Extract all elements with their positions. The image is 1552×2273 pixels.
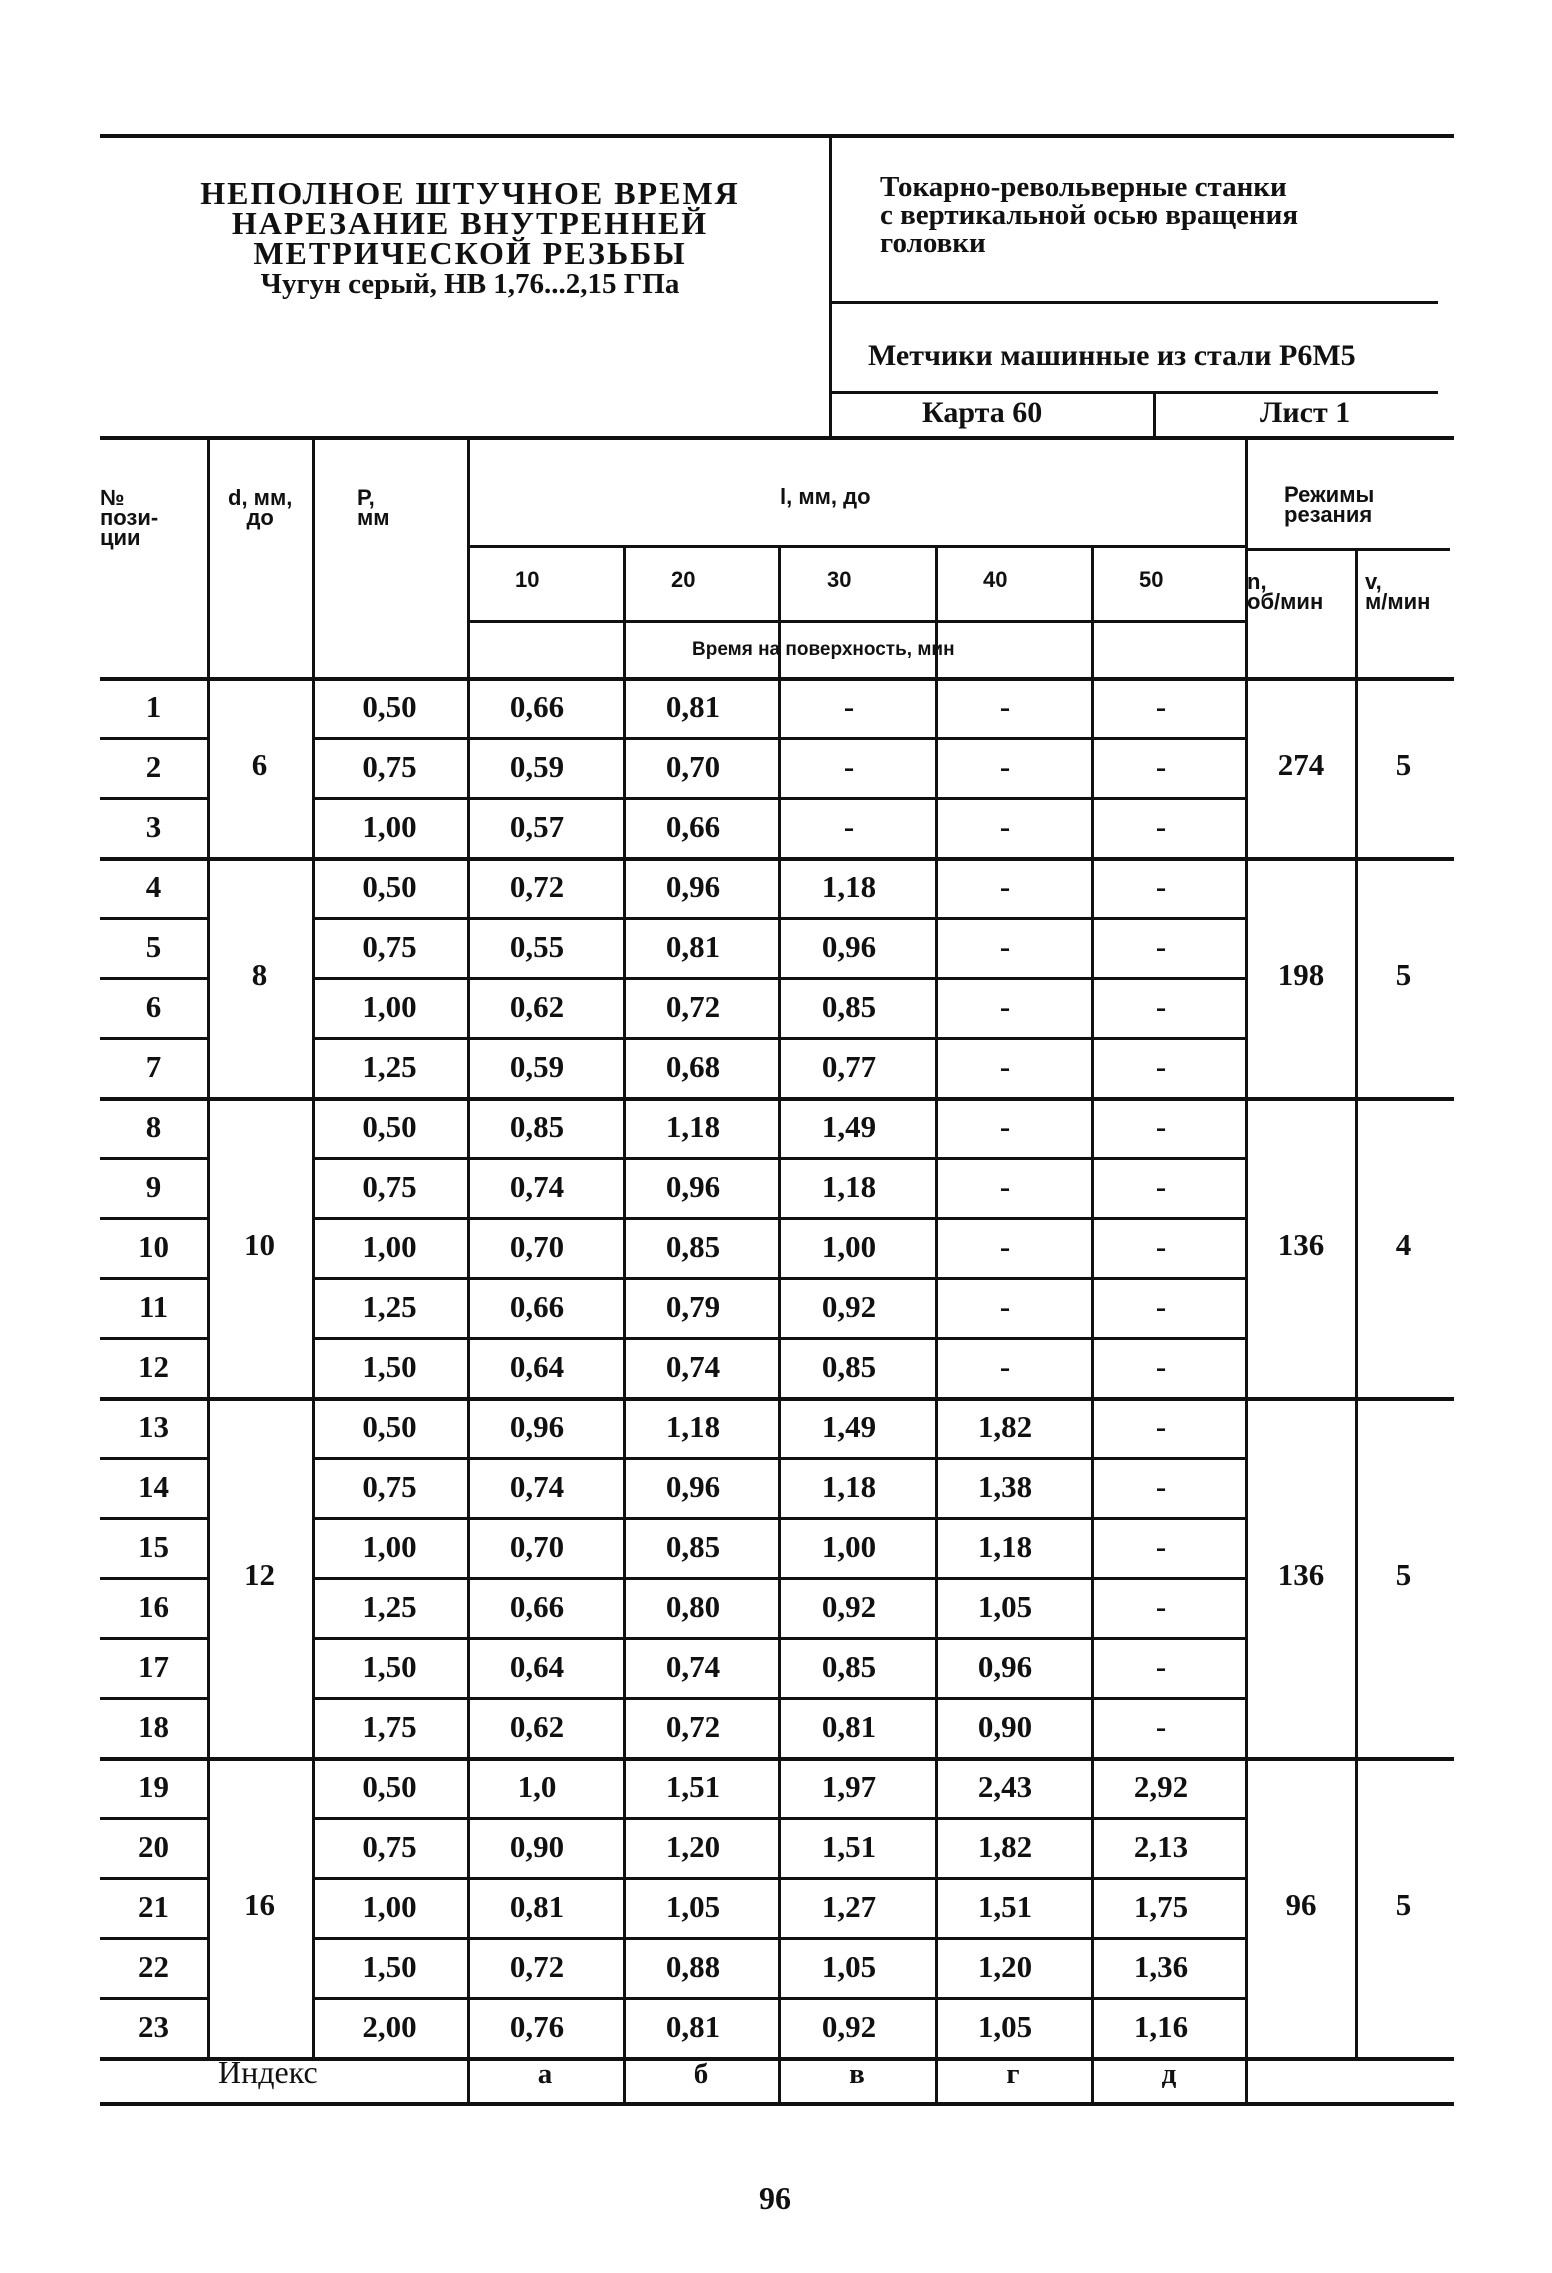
row-20-time-1: 0,90 [509, 1829, 565, 1864]
index-letter-2: б [693, 2058, 709, 2090]
row-8-time-4: - [999, 1109, 1011, 1144]
row-20-time-2: 1,20 [665, 1829, 721, 1864]
group-v-3: 5 [1395, 1557, 1412, 1592]
group-diameter-16: 16 [244, 1887, 275, 1922]
index-letter-1: а [537, 2058, 553, 2090]
row-8-pos: 8 [145, 1109, 162, 1144]
group-v-0: 5 [1395, 747, 1412, 782]
row-7-time-3: 0,77 [821, 1049, 877, 1084]
row-6-pitch: 1,00 [362, 989, 417, 1024]
row-22-time-5: 1,36 [1133, 1949, 1189, 1984]
row-5-time-2: 0,81 [665, 929, 721, 964]
row-17-pos: 17 [138, 1649, 169, 1684]
row-4-time-2: 0,96 [665, 869, 721, 904]
row-6-time-1: 0,62 [509, 989, 565, 1024]
row-19-pitch: 0,50 [362, 1769, 417, 1804]
row-14-time-1: 0,74 [509, 1469, 565, 1504]
group-rule [100, 1097, 1454, 1101]
row-9-time-2: 0,96 [665, 1169, 721, 1204]
row-rule-pos [100, 1457, 207, 1460]
group-rule [100, 1757, 1454, 1761]
row-18-time-2: 0,72 [665, 1709, 721, 1744]
row-8-time-1: 0,85 [509, 1109, 565, 1144]
row-15-time-3: 1,00 [821, 1529, 877, 1564]
row-4-pos: 4 [145, 869, 162, 904]
row-20-time-5: 2,13 [1133, 1829, 1189, 1864]
row-12-pitch: 1,50 [362, 1349, 417, 1384]
row-4-time-5: - [1155, 869, 1167, 904]
header-n: n, об/мин [1247, 569, 1324, 614]
row-23-time-2: 0,81 [665, 2009, 721, 2044]
row-23-time-3: 0,92 [821, 2009, 877, 2044]
row-8-time-2: 1,18 [665, 1109, 721, 1144]
header-bottom-rule [100, 677, 1454, 681]
sheet-number: Лист 1 [1260, 396, 1351, 429]
row-12-time-5: - [1155, 1349, 1167, 1384]
row-rule-pos [100, 1937, 207, 1940]
material-spec: Чугун серый, НВ 1,76...2,15 ГПа [260, 268, 680, 300]
row-6-pos: 6 [145, 989, 162, 1024]
header-rule-tool [830, 391, 1438, 394]
row-1-time-5: - [1155, 689, 1167, 724]
row-3-pos: 3 [145, 809, 162, 844]
machine-type [880, 173, 1298, 257]
row-4-time-4: - [999, 869, 1011, 904]
row-2-pos: 2 [145, 749, 162, 784]
row-11-time-2: 0,79 [665, 1289, 721, 1324]
modes-header-rule [1247, 548, 1450, 551]
row-12-time-3: 0,85 [821, 1349, 877, 1384]
row-13-time-4: 1,82 [977, 1409, 1033, 1444]
row-3-time-3: - [843, 809, 855, 844]
card-number: Карта 60 [922, 396, 1043, 429]
row-11-time-4: - [999, 1289, 1011, 1324]
group-rule [100, 1397, 1454, 1401]
row-rule-pos [100, 977, 207, 980]
row-3-time-1: 0,57 [509, 809, 565, 844]
row-rule-pos [100, 1517, 207, 1520]
group-rule [100, 857, 1454, 861]
row-14-pitch: 0,75 [362, 1469, 417, 1504]
row-21-time-2: 1,05 [665, 1889, 721, 1924]
row-12-time-1: 0,64 [509, 1349, 565, 1384]
row-17-time-3: 0,85 [821, 1649, 877, 1684]
row-12-time-2: 0,74 [665, 1349, 721, 1384]
row-rule-pos [100, 1637, 207, 1640]
group-n-2: 136 [1277, 1227, 1325, 1262]
machine-line-1: Токарно-револьверные станки [880, 171, 1287, 203]
row-rule-pos [100, 1697, 207, 1700]
group-n-0: 274 [1277, 747, 1325, 782]
row-22-pitch: 1,50 [362, 1949, 417, 1984]
row-21-time-5: 1,75 [1133, 1889, 1189, 1924]
row-14-time-5: - [1155, 1469, 1167, 1504]
row-22-time-4: 1,20 [977, 1949, 1033, 1984]
row-2-time-5: - [1155, 749, 1167, 784]
row-rule-pos [100, 1877, 207, 1880]
row-15-time-4: 1,18 [977, 1529, 1033, 1564]
row-13-pitch: 0,50 [362, 1409, 417, 1444]
row-2-time-2: 0,70 [665, 749, 721, 784]
row-rule-pos [100, 1037, 207, 1040]
row-3-pitch: 1,00 [362, 809, 417, 844]
row-3-time-5: - [1155, 809, 1167, 844]
row-7-time-4: - [999, 1049, 1011, 1084]
row-13-time-3: 1,49 [821, 1409, 877, 1444]
header-pitch: Р, мм [357, 485, 390, 530]
group-n-1: 198 [1277, 957, 1325, 992]
row-20-pitch: 0,75 [362, 1829, 417, 1864]
length-value-20: 20 [671, 567, 696, 592]
row-20-pos: 20 [138, 1829, 169, 1864]
row-17-time-5: - [1155, 1649, 1167, 1684]
row-21-time-4: 1,51 [977, 1889, 1033, 1924]
row-16-time-1: 0,66 [509, 1589, 565, 1624]
row-6-time-3: 0,85 [821, 989, 877, 1024]
row-3-time-2: 0,66 [665, 809, 721, 844]
row-rule-pos [100, 1277, 207, 1280]
title-line-3: МЕТРИЧЕСКОЙ РЕЗЬБЫ [253, 235, 687, 271]
length-value-30: 30 [827, 567, 852, 592]
row-21-time-3: 1,27 [821, 1889, 877, 1924]
col-line-l50-head [1091, 548, 1094, 620]
row-2-time-4: - [999, 749, 1011, 784]
row-6-time-5: - [1155, 989, 1167, 1024]
row-11-time-1: 0,66 [509, 1289, 565, 1324]
row-18-time-5: - [1155, 1709, 1167, 1744]
machine-line-3: головки [880, 227, 986, 259]
page-number: 96 [759, 2180, 791, 2216]
row-5-time-4: - [999, 929, 1011, 964]
length-value-10: 10 [515, 567, 540, 592]
group-diameter-6: 6 [251, 747, 268, 782]
row-16-time-4: 1,05 [977, 1589, 1033, 1624]
row-12-pos: 12 [138, 1349, 169, 1384]
row-rule-pos [100, 1997, 207, 2000]
row-9-time-3: 1,18 [821, 1169, 877, 1204]
header-pos: № пози- ции [100, 485, 159, 550]
row-5-time-1: 0,55 [509, 929, 565, 964]
row-18-pos: 18 [138, 1709, 169, 1744]
group-diameter-12: 12 [244, 1557, 275, 1592]
index-letter-3: в [849, 2058, 865, 2090]
row-10-pos: 10 [138, 1229, 169, 1264]
row-16-time-3: 0,92 [821, 1589, 877, 1624]
row-15-time-1: 0,70 [509, 1529, 565, 1564]
row-11-pos: 11 [138, 1289, 169, 1324]
row-18-time-3: 0,81 [821, 1709, 877, 1744]
row-16-pitch: 1,25 [362, 1589, 417, 1624]
group-diameter-8: 8 [251, 957, 268, 992]
row-1-time-4: - [999, 689, 1011, 724]
row-23-pitch: 2,00 [362, 2009, 417, 2044]
row-rule-pos [100, 797, 207, 800]
row-14-time-3: 1,18 [821, 1469, 877, 1504]
row-7-pos: 7 [145, 1049, 162, 1084]
row-6-time-4: - [999, 989, 1011, 1024]
title-line-1: НЕПОЛНОЕ ШТУЧНОЕ ВРЕМЯ [200, 175, 740, 211]
document-title [180, 175, 760, 300]
row-rule-pos [100, 737, 207, 740]
row-11-pitch: 1,25 [362, 1289, 417, 1324]
row-rule-pos [100, 1157, 207, 1160]
row-20-time-3: 1,51 [821, 1829, 877, 1864]
row-1-time-3: - [843, 689, 855, 724]
row-13-pos: 13 [138, 1409, 169, 1444]
row-3-time-4: - [999, 809, 1011, 844]
row-10-time-2: 0,85 [665, 1229, 721, 1264]
row-19-time-2: 1,51 [665, 1769, 721, 1804]
row-19-pos: 19 [138, 1769, 169, 1804]
row-22-time-1: 0,72 [509, 1949, 565, 1984]
row-19-time-3: 1,97 [821, 1769, 877, 1804]
group-v-4: 5 [1395, 1887, 1412, 1922]
row-2-time-3: - [843, 749, 855, 784]
top-rule [100, 134, 1454, 138]
title-line-2: НАРЕЗАНИЕ ВНУТРЕННЕЙ [231, 205, 709, 241]
row-9-time-1: 0,74 [509, 1169, 565, 1204]
row-23-time-4: 1,05 [977, 2009, 1033, 2044]
group-v-1: 5 [1395, 957, 1412, 992]
row-9-pos: 9 [145, 1169, 162, 1204]
row-13-time-5: - [1155, 1409, 1167, 1444]
length-value-50: 50 [1139, 567, 1164, 592]
row-7-time-1: 0,59 [509, 1049, 565, 1084]
row-5-time-3: 0,96 [821, 929, 877, 964]
row-22-time-2: 0,88 [665, 1949, 721, 1984]
row-12-time-4: - [999, 1349, 1011, 1384]
row-15-pos: 15 [138, 1529, 169, 1564]
row-13-time-2: 1,18 [665, 1409, 721, 1444]
index-letter-4: г [1006, 2058, 1020, 2090]
row-rule-pos [100, 917, 207, 920]
row-6-time-2: 0,72 [665, 989, 721, 1024]
header-cutting-modes: Режимы резания [1284, 482, 1375, 527]
row-21-pos: 21 [138, 1889, 169, 1924]
table-top-rule [100, 436, 1454, 440]
row-10-time-3: 1,00 [821, 1229, 877, 1264]
row-rule-pos [100, 1817, 207, 1820]
row-16-pos: 16 [138, 1589, 169, 1624]
row-1-pitch: 0,50 [362, 689, 417, 724]
row-5-time-5: - [1155, 929, 1167, 964]
row-15-time-2: 0,85 [665, 1529, 721, 1564]
row-5-pos: 5 [145, 929, 162, 964]
machine-line-2: с вертикальной осью вращения [880, 199, 1299, 231]
row-17-pitch: 1,50 [362, 1649, 417, 1684]
header-time-caption: Время на поверхность, мин [692, 639, 955, 660]
row-rule-pos [100, 1337, 207, 1340]
row-8-pitch: 0,50 [362, 1109, 417, 1144]
row-11-time-5: - [1155, 1289, 1167, 1324]
index-label: Индекс [218, 2054, 318, 2090]
row-9-pitch: 0,75 [362, 1169, 417, 1204]
row-10-time-5: - [1155, 1229, 1167, 1264]
row-8-time-3: 1,49 [821, 1109, 877, 1144]
row-17-time-1: 0,64 [509, 1649, 565, 1684]
row-16-time-5: - [1155, 1589, 1167, 1624]
row-17-time-2: 0,74 [665, 1649, 721, 1684]
row-18-time-1: 0,62 [509, 1709, 565, 1744]
row-4-time-3: 1,18 [821, 869, 877, 904]
row-17-time-4: 0,96 [977, 1649, 1033, 1684]
row-18-pitch: 1,75 [362, 1709, 417, 1744]
header-rule-machine [830, 301, 1438, 304]
row-21-pitch: 1,00 [362, 1889, 417, 1924]
row-1-time-1: 0,66 [509, 689, 565, 724]
card-sheet-divider [1153, 393, 1156, 436]
row-22-pos: 22 [138, 1949, 169, 1984]
row-2-time-1: 0,59 [509, 749, 565, 784]
row-11-time-3: 0,92 [821, 1289, 877, 1324]
row-16-time-2: 0,80 [665, 1589, 721, 1624]
row-23-time-1: 0,76 [509, 2009, 565, 2044]
row-20-time-4: 1,82 [977, 1829, 1033, 1864]
row-8-time-5: - [1155, 1109, 1167, 1144]
tool-type: Метчики машинные из стали Р6М5 [868, 339, 1356, 372]
row-5-pitch: 0,75 [362, 929, 417, 964]
row-19-time-4: 2,43 [977, 1769, 1033, 1804]
row-1-time-2: 0,81 [665, 689, 721, 724]
row-14-time-4: 1,38 [977, 1469, 1033, 1504]
length-values-rule [467, 620, 1247, 623]
table-bottom-rule [100, 2102, 1454, 2106]
row-10-time-4: - [999, 1229, 1011, 1264]
row-23-pos: 23 [138, 2009, 169, 2044]
length-value-40: 40 [983, 567, 1008, 592]
row-14-time-2: 0,96 [665, 1469, 721, 1504]
group-n-4: 96 [1285, 1887, 1317, 1922]
group-v-2: 4 [1395, 1227, 1412, 1262]
row-10-time-1: 0,70 [509, 1229, 565, 1264]
row-9-time-4: - [999, 1169, 1011, 1204]
group-n-3: 136 [1277, 1557, 1325, 1592]
row-7-time-2: 0,68 [665, 1049, 721, 1084]
row-rule-pos [100, 1217, 207, 1220]
row-19-time-5: 2,92 [1133, 1769, 1189, 1804]
row-1-pos: 1 [145, 689, 162, 724]
group-diameter-10: 10 [244, 1227, 275, 1262]
row-22-time-3: 1,05 [821, 1949, 877, 1984]
col-line-modes [1245, 436, 1248, 2102]
row-13-time-1: 0,96 [509, 1409, 565, 1444]
row-7-pitch: 1,25 [362, 1049, 417, 1084]
row-15-pitch: 1,00 [362, 1529, 417, 1564]
length-header-rule [467, 545, 1247, 548]
row-14-pos: 14 [138, 1469, 169, 1504]
row-4-pitch: 0,50 [362, 869, 417, 904]
header-length: l, мм, до [780, 484, 871, 509]
row-4-time-1: 0,72 [509, 869, 565, 904]
header-v: v, м/мин [1365, 569, 1431, 614]
header-diameter: d, мм, до [228, 485, 293, 530]
index-letter-5: д [1161, 2058, 1177, 2090]
row-7-time-5: - [1155, 1049, 1167, 1084]
row-10-pitch: 1,00 [362, 1229, 417, 1264]
row-rule-pos [100, 1577, 207, 1580]
row-23-time-5: 1,16 [1133, 2009, 1189, 2044]
row-21-time-1: 0,81 [509, 1889, 565, 1924]
row-18-time-4: 0,90 [977, 1709, 1033, 1744]
row-2-pitch: 0,75 [362, 749, 417, 784]
row-9-time-5: - [1155, 1169, 1167, 1204]
row-19-time-1: 1,0 [517, 1769, 557, 1804]
row-15-time-5: - [1155, 1529, 1167, 1564]
